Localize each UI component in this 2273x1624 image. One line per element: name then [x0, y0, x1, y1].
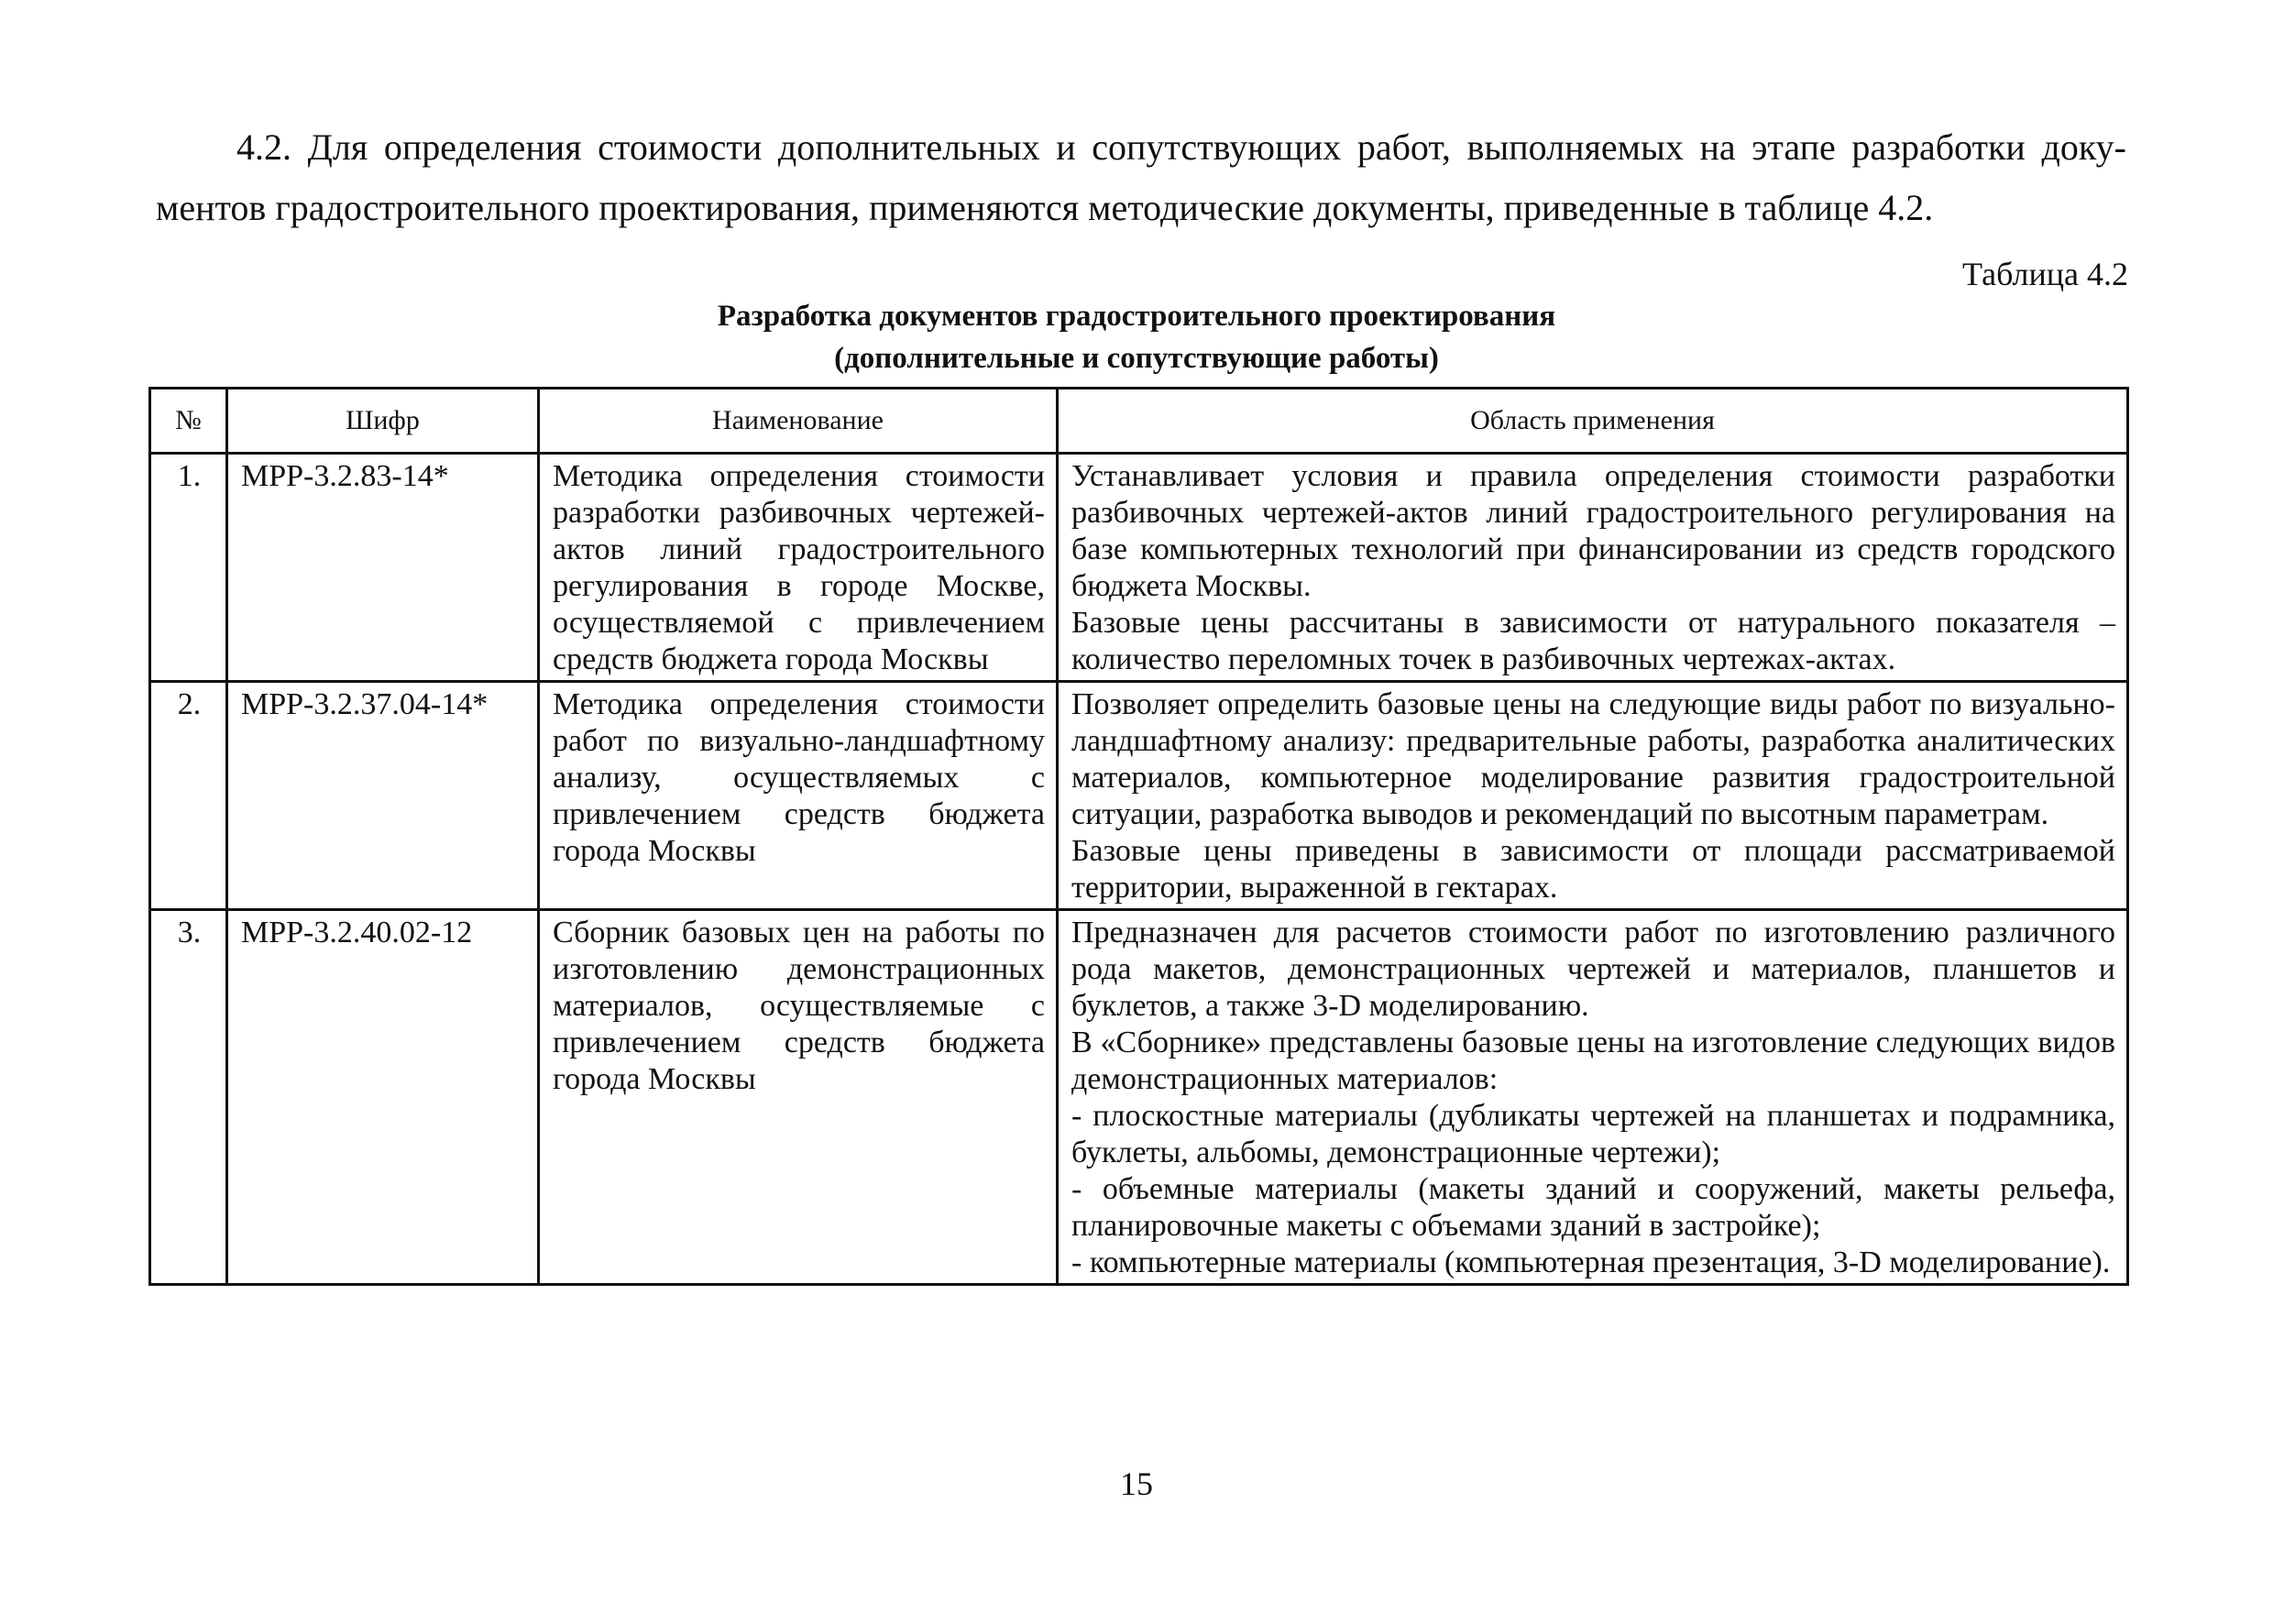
header-area: Область применения — [1058, 389, 2128, 454]
row-name: Методика определения стоимости разработки разбивочных чертежей-актов линий градостроительного регулирования в городе Москве, осуществляемой с привлечением средств бюджета города Москвы — [539, 454, 1058, 682]
intro-paragraph — [156, 117, 2126, 238]
table-row — [150, 454, 2128, 682]
area-paragraph: Предназначен для расчетов стоимости работ по изготовлению различного рода макетов, демонстрационных чертежей и материалов, планшетов и буклетов, а также 3-D моделированию. — [1071, 916, 2115, 1023]
table-row — [150, 682, 2128, 910]
table-title — [0, 295, 2273, 379]
row-name: Методика определения стоимости работ по визуально-ландшафтному анализу, осуществляемых с привлечением средств бюджета города Москвы — [539, 682, 1058, 910]
row-num: 1. — [150, 454, 227, 682]
table-title-line-1: Разработка документов градостроительного проектирования — [717, 300, 1556, 333]
area-paragraph: В «Сборнике» представлены базовые цены на изготовление следующих видов демонстрационных материалов: — [1071, 1026, 2115, 1096]
area-paragraph: - компьютерные материалы (компьютерная презентация, 3-D моделирование). — [1071, 1245, 2111, 1279]
area-paragraph: Устанавливает условия и правила определения стоимости разработки разбивочных чертежей-актов линий градостроительного регулирования на базе компьютерных технологий при финансировании из средств городского бюджета Москвы. — [1071, 459, 2115, 603]
header-name: Наименование — [539, 389, 1058, 454]
area-paragraph: Позволяет определить базовые цены на следующие виды работ по визуально-ландшафтному анализу: предварительные работы, разработка аналитических материалов, компьютерное моделирование развития градостроительной ситуации, разработка выводов и рекомендаций по высотным параметрам. — [1071, 687, 2115, 831]
area-paragraph: - плоскостные материалы (дубликаты чертежей на планшетах и подрамника, буклеты, альбомы, демонстрационные чертежи); — [1071, 1099, 2115, 1169]
row-area — [1058, 910, 2128, 1285]
intro-line-1: 4.2. Для определения стоимости дополнительных и сопутствующих работ, выполняемых на этапе разработки доку- — [236, 126, 2126, 168]
area-paragraph: Базовые цены приведены в зависимости от площади рассматриваемой территории, выраженной в гектарах. — [1071, 834, 2115, 905]
row-area — [1058, 682, 2128, 910]
table-row — [150, 910, 2128, 1285]
intro-line-2: ментов градостроительного проектирования, применяются методические документы, приведенные в таблице 4.2. — [156, 187, 1934, 228]
row-code: МРР-3.2.83-14* — [227, 454, 539, 682]
area-paragraph: - объемные материалы (макеты зданий и сооружений, макеты рельефа, планировочные макеты с объемами зданий в застройке); — [1071, 1172, 2115, 1243]
header-num: № — [150, 389, 227, 454]
page-number: 15 — [1120, 1465, 1153, 1502]
table-number: Таблица 4.2 — [1962, 256, 2128, 292]
row-area — [1058, 454, 2128, 682]
row-name: Сборник базовых цен на работы по изготовлению демонстрационных материалов, осуществляемые с привлечением средств бюджета города Москвы — [539, 910, 1058, 1285]
header-code: Шифр — [227, 389, 539, 454]
row-num: 2. — [150, 682, 227, 910]
documents-table — [148, 387, 2129, 1286]
area-paragraph: Базовые цены рассчитаны в зависимости от натурального показателя – количество переломных точек в разбивочных чертежах-актах. — [1071, 606, 2115, 676]
row-num: 3. — [150, 910, 227, 1285]
table-title-line-2: (дополнительные и сопутствующие работы) — [834, 342, 1439, 375]
table-header-row — [150, 389, 2128, 454]
row-code: МРР-3.2.37.04-14* — [227, 682, 539, 910]
row-code: МРР-3.2.40.02-12 — [227, 910, 539, 1285]
